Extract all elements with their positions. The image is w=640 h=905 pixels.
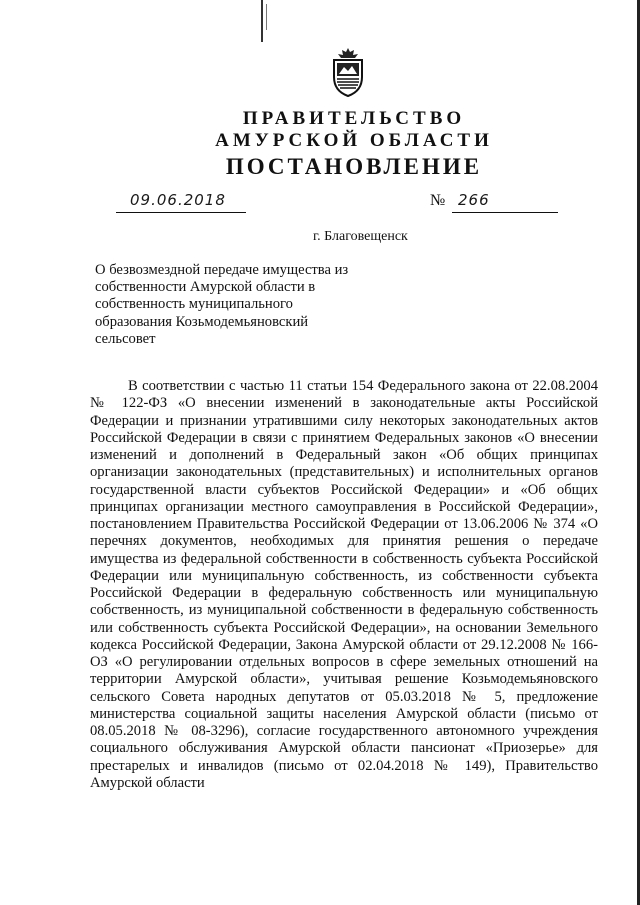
- scan-artifact: [266, 4, 267, 30]
- date-field: [116, 190, 246, 213]
- region-title: АМУРСКОЙ ОБЛАСТИ: [215, 130, 493, 151]
- document-subject: О безвозмездной передаче имущества из собственности Амурской области в собственность муниципального образования Козьмодемьяновский сельсовет: [95, 262, 349, 347]
- government-title: ПРАВИТЕЛЬСТВО: [242, 108, 466, 129]
- coat-of-arms-icon: [328, 47, 368, 97]
- document-type: ПОСТАНОВЛЕНИЕ: [225, 154, 483, 179]
- number-label: №: [430, 192, 446, 209]
- scan-artifact: [261, 0, 263, 42]
- document-body: В соответствии с частью 11 статьи 154 Федерального закона от 22.08.2004 № 122-ФЗ «О внесении изменений в законодательные акты Российской Федерации и признании утратившими силу некоторых законодательных актов Российской Федерации в связи с принятием Федеральных законов «О внесении изменений и дополнений в Федеральный закон «Об общих принципах организации законодательных (представительных) и исполнительных органов государственной власти субъектов Российской Федерации» и «Об общих принципах организации местного самоуправления в Российской Федерации», постановлением Правительства Российской Федерации от 13.06.2006 № 374 «О перечнях документов, необходимых для принятия решения о передаче имущества из федеральной собственности в собственность субъекта Российской Федерации или муниципальную собственность, из собственности субъекта Российской Федерации в федеральную собственность или муниципальную собственность, из муниципальной собственности в федеральную собственность или собственность субъекта Российской Федерации», на основании Земельного кодекса Российской Федерации, Закона Амурской области от 29.12.2008 № 166-ОЗ «О регулировании отдельных вопросов в сфере земельных отношений на территории Амурской области», учитывая решение Козьмодемьяновского сельского Совета народных депутатов от 05.03.2018 № 5, предложение министерства социальной защиты населения Амурской области (письмо от 08.05.2018 № 08-3296), согласие государственного автономного учреждения социального обслуживания Амурской области пансионат «Приозерье» для престарелых и инвалидов (письмо от 02.04.2018 № 149), Правительство Амурской области: [90, 378, 598, 791]
- document-date: 09.06.2018: [130, 191, 226, 209]
- city: г. Благовещенск: [313, 229, 408, 244]
- number-field: [452, 190, 558, 213]
- document-number: 266: [458, 191, 490, 209]
